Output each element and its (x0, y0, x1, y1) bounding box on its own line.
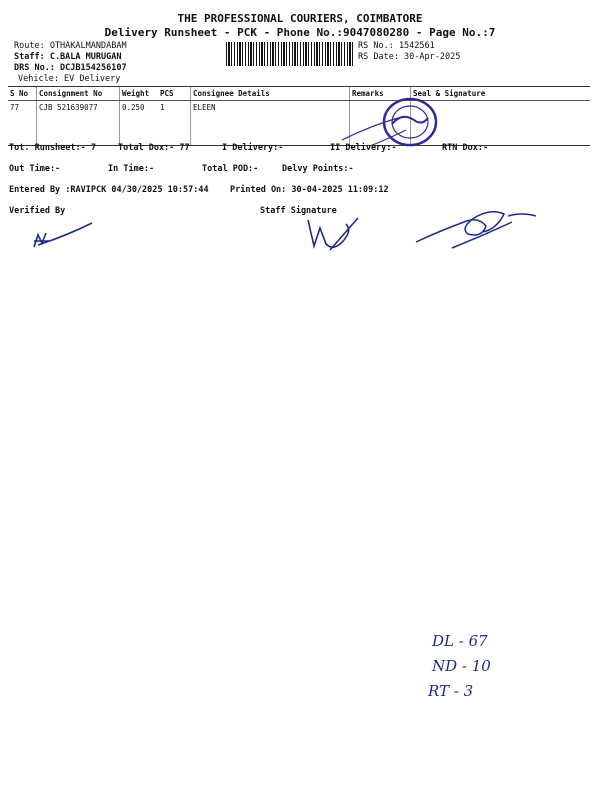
cell-consignee: ELEEN (191, 101, 350, 146)
cell-weight: 0.250 (120, 101, 159, 146)
handwritten-nd: ND - 10 (432, 657, 491, 675)
col-sno: S No (8, 87, 37, 101)
handwritten-dl: DL - 67 (432, 632, 488, 650)
col-consignee: Consignee Details (191, 87, 350, 101)
runsheet-subtitle: Delivery Runsheet - PCK - Phone No.:9047080280 - Page No.:7 (104, 26, 496, 39)
route-label: Route: OTHAKALMANDABAM (14, 41, 127, 51)
table-header-row (8, 87, 590, 101)
drs-number: DRS No.: DCJB154256107 (14, 63, 127, 73)
delivery-points: Delvy Points:- (282, 164, 354, 174)
cell-consignment: CJB 521639077 (37, 101, 120, 146)
col-pcs: PCS (158, 87, 191, 101)
col-consignment: Consignment No (37, 87, 120, 101)
col-seal: Seal & Signature (411, 87, 591, 101)
staff-signature-label: Staff Signature (260, 206, 337, 216)
ii-delivery: II Delivery:- (330, 143, 397, 153)
entered-by: Entered By :RAVIPCK 04/30/2025 10:57:44 (9, 185, 209, 195)
table-row (8, 101, 590, 146)
vehicle-label: Vehicle: EV Delivery (18, 74, 121, 84)
handwritten-rt: RT - 3 (428, 682, 474, 700)
cell-sno: 77 (8, 101, 37, 146)
staff-label: Staff: C.BALA MURUGAN (14, 52, 122, 62)
company-title: THE PROFESSIONAL COURIERS, COIMBATORE (177, 12, 423, 25)
total-dox: Total Dox:- 77 (118, 143, 190, 153)
cell-pcs: 1 (158, 101, 191, 146)
rs-number: RS No.: 1542561 (358, 41, 435, 51)
barcode-image (226, 42, 354, 66)
verifier-signature-image (28, 215, 98, 255)
rtn-dox: RTN Dox:- (442, 143, 489, 153)
in-time: In Time:- (108, 164, 155, 174)
out-time: Out Time:- (9, 164, 61, 174)
consignment-table (8, 86, 590, 146)
total-runsheet: Tot. Runsheet:- 7 (9, 143, 96, 153)
rs-date: RS Date: 30-Apr-2025 (358, 52, 461, 62)
additional-signature-image (412, 200, 542, 255)
col-weight: Weight (120, 87, 159, 101)
staff-signature-image (300, 210, 370, 260)
verified-by-label: Verified By (9, 206, 66, 216)
printed-on: Printed On: 30-04-2025 11:09:12 (230, 185, 389, 195)
col-remarks: Remarks (350, 87, 411, 101)
total-pod: Total POD:- (202, 164, 259, 174)
i-delivery: I Delivery:- (222, 143, 284, 153)
